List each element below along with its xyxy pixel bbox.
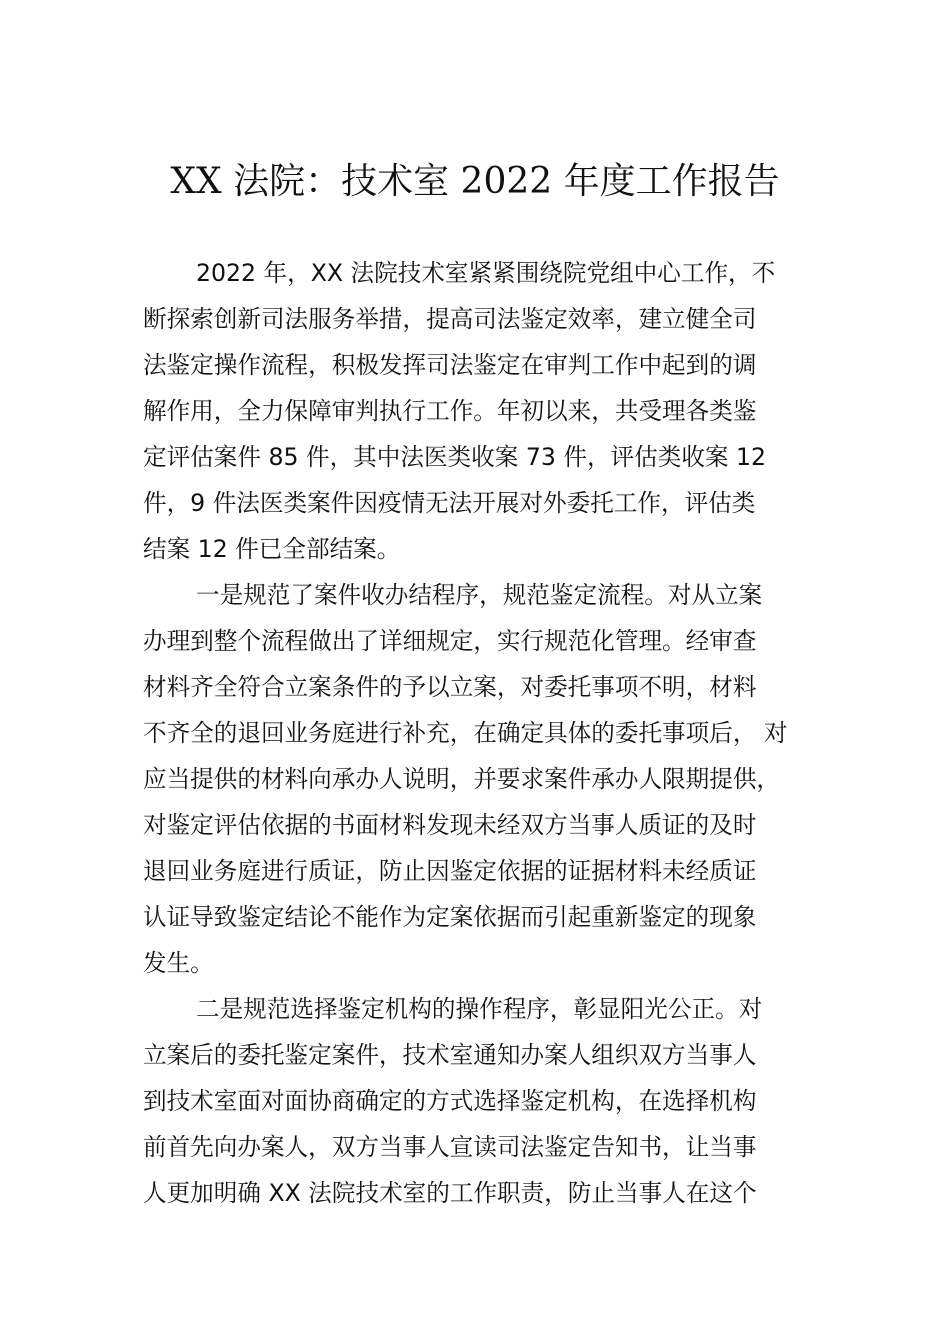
text-line: 2022 年，XX 法院技术室紧紧围绕院党组中心工作，不 [196,259,776,287]
document-title: XX 法院：技术室 2022 年度工作报告 [170,161,780,202]
text-line: 发生。 [143,949,214,977]
text-line: 办理到整个流程做出了详细规定，实行规范化管理。经审查 [143,627,757,655]
text-line: 法鉴定操作流程，积极发挥司法鉴定在审判工作中起到的调 [143,351,757,379]
text-line: 材料齐全符合立案条件的予以立案，对委托事项不明，材料 [143,673,757,701]
text-line: 二是规范选择鉴定机构的操作程序，彰显阳光公正。对 [196,995,763,1023]
text-line: 件，9 件法医类案件因疫情无法开展对外委托工作，评估类 [143,489,756,517]
text-line: 定评估案件 85 件，其中法医类收案 73 件，评估类收案 12 [143,443,767,471]
text-line: 前首先向办案人，双方当事人宣读司法鉴定告知书，让当事 [143,1133,757,1161]
text-line: 断探索创新司法服务举措，提高司法鉴定效率，建立健全司 [143,305,757,333]
text-line: 不齐全的退回业务庭进行补充，在确定具体的委托事项后， 对 [143,719,788,747]
text-line: 一是规范了案件收办结程序，规范鉴定流程。对从立案 [196,581,763,609]
text-line: 认证导致鉴定结论不能作为定案依据而引起重新鉴定的现象 [143,903,757,931]
text-line: 退回业务庭进行质证，防止因鉴定依据的证据材料未经质证 [143,857,757,885]
text-line: 解作用，全力保障审判执行工作。年初以来，共受理各类鉴 [143,397,757,425]
text-line: 人更加明确 XX 法院技术室的工作职责，防止当事人在这个 [143,1179,757,1207]
text-line: 结案 12 件已全部结案。 [143,535,401,563]
text-line: 立案后的委托鉴定案件，技术室通知办案人组织双方当事人 [143,1041,757,1069]
text-line: 应当提供的材料向承办人说明，并要求案件承办人限期提供， [143,765,781,793]
text-line: 对鉴定评估依据的书面材料发现未经双方当事人质证的及时 [143,811,757,839]
text-line: 到技术室面对面协商确定的方式选择鉴定机构，在选择机构 [143,1087,757,1115]
